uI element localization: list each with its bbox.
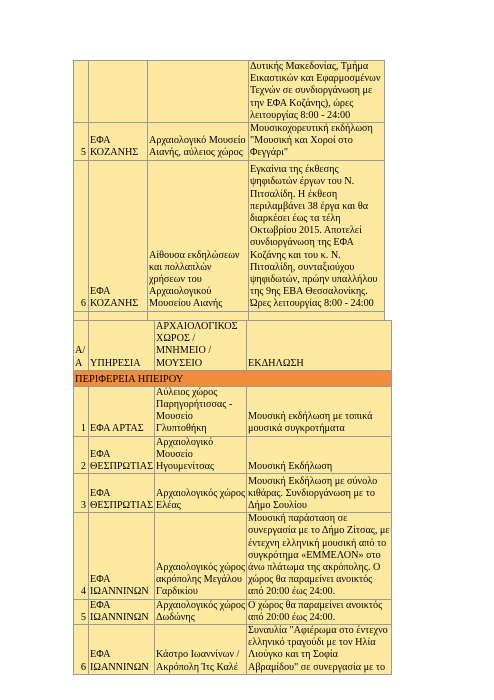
service-cell: ΕΦΑ ΙΩΑΝΝΙΝΩΝ [89,625,155,675]
place-cell: Αρχαιολογικό Μουσείο Αιανής, αύλειος χώρος [148,123,249,161]
row-number: 1 [74,386,89,436]
table-row [74,513,392,599]
row-number [74,61,89,123]
table-row [74,436,392,474]
row-number: 6 [74,625,89,675]
service-cell: ΕΦΑ ΚΟΖΑΝΗΣ [89,123,148,161]
place-cell: Αρχαιολογικός χώρος Ελέας [155,474,247,513]
place-cell: Αρχαιολογικό Μουσείο Ηγουμενίτσας [155,436,247,474]
service-cell: ΕΦΑ ΘΕΣΠΡΩΤΙΑΣ [89,436,155,474]
header-place: ΑΡΧΑΙΟΛΟΓΙΚΟΣ ΧΩΡΟΣ / ΜΝΗΜΕΙΟ / ΜΟΥΣΕΙΟ [155,321,247,371]
header-service: ΥΠΗΡΕΣΙΑ [89,321,155,371]
service-cell: ΕΦΑ ΑΡΤΑΣ [89,386,155,436]
place-cell: Αίθουσα εκδηλώσεων και πολλαπλών χρήσεων του Αρχαιολογικού Μουσείου Αιανής [148,160,249,311]
row-number: 6 [74,160,89,311]
place-cell: Αρχαιολογικός χώρος Δωδώνης [156,599,245,623]
event-cell: Συναυλία "Αφιέρωμα στο έντεχνο ελληνικό τραγούδι με τον Ηλία Λιούγκο και τη Σοφία Αβραμίδου" σε συνεργασία με το [247,625,392,675]
event-cell: Ο χώρος θα παραμείνει ανοικτός από 20:00 έως 24:00. [247,599,392,624]
row-number: 2 [74,436,89,474]
place-cell: Αύλειος χώρος Παρηγορήτισσας - Μουσείο Γλυπτοθήκη [155,386,247,436]
region-row [74,370,392,386]
header-event: ΕΚΔΗΛΩΣΗ [247,321,392,371]
event-cell: Εγκαίνια της έκθεσης ψηφιδωτών έργων του Ν. Πιτσαλίδη. Η έκθεση περιλαμβάνει 38 έργα και θα διαρκέσει έως τα τέλη Οκτωβρίου 2015. Αποτελεί συνδιοργάνωση της ΕΦΑ Κοζάνης και του κ. Ν. Πιτσαλίδη, συνταξιούχου ψηφιδωτών, πρώην υπαλλήλου της 9ης ΕΒΑ Θεσσαλονίκης. Ώρες λειτουργίας 8:00 - 24:00 [249,160,385,311]
event-cell: Δυτικής Μακεδονίας, Τμήμα Εικαστικών και Εφαρμοσμένων Τεχνών σε συνδιοργάνωση με την ΕΦΑ Κοζάνης), ώρες λειτουργίας 8:00 - 24:00 [249,61,385,123]
place-cell: Αρχαιολογικός χώρος ακρόπολης Μεγάλου Γαρδικίου [155,513,247,599]
events-table-continued [73,60,385,327]
service-cell: ΕΦΑ ΙΩΑΝΝΙΝΩΝ [89,599,155,624]
table-row [74,123,385,161]
service-cell [89,61,148,123]
table-row [74,386,392,436]
event-cell: Μουσική Εκδήλωση με σύνολο κιθάρας. Συνδιοργάνωση με το Δήμο Σουλίου [247,474,392,513]
row-number: 3 [74,474,89,513]
place-cell [148,61,249,123]
event-cell: Μουσικοχορευτική εκδήλωση "Μουσική και Χοροί στο Φεγγάρι" [249,123,385,161]
service-cell: ΕΦΑ ΘΕΣΠΡΩΤΙΑΣ [89,474,155,513]
event-cell: Μουσική παράσταση σε συνεργασία με το Δήμο Ζίτσας, με έντεχνη ελληνική μουσική από το συγκρότημα «ΕΜΜΕΛΟΝ» στο άνω πλάτωμα της ακρόπολης. Ο χώρος θα παραμείνει ανοικτός από 20:00 έως 24:00. [248,513,390,598]
event-cell: Μουσική Εκδήλωση [247,436,392,474]
row-number: 5 [74,599,89,624]
table-row [74,474,392,513]
table-row [74,61,385,123]
event-cell: Μουσική εκδήλωση με τοπικά μουσικά συγκροτήματα [247,386,392,436]
table-row [74,160,385,311]
place-cell: Κάστρο Ιωαννίνων / Ακρόπολη Ίτς Καλέ [155,625,247,675]
header-num: Α/Α [74,321,89,371]
service-cell: ΕΦΑ ΚΟΖΑΝΗΣ [89,160,148,311]
table-row [74,599,392,624]
row-number: 4 [74,513,89,599]
header-row [74,321,392,371]
events-table-epirus [73,320,392,675]
table-row [74,625,392,675]
row-number: 5 [74,123,89,161]
service-cell: ΕΦΑ ΙΩΑΝΝΙΝΩΝ [89,513,155,599]
region-label: ΠΕΡΙΦΕΡΕΙΑ ΗΠΕΙΡΟΥ [74,370,392,386]
